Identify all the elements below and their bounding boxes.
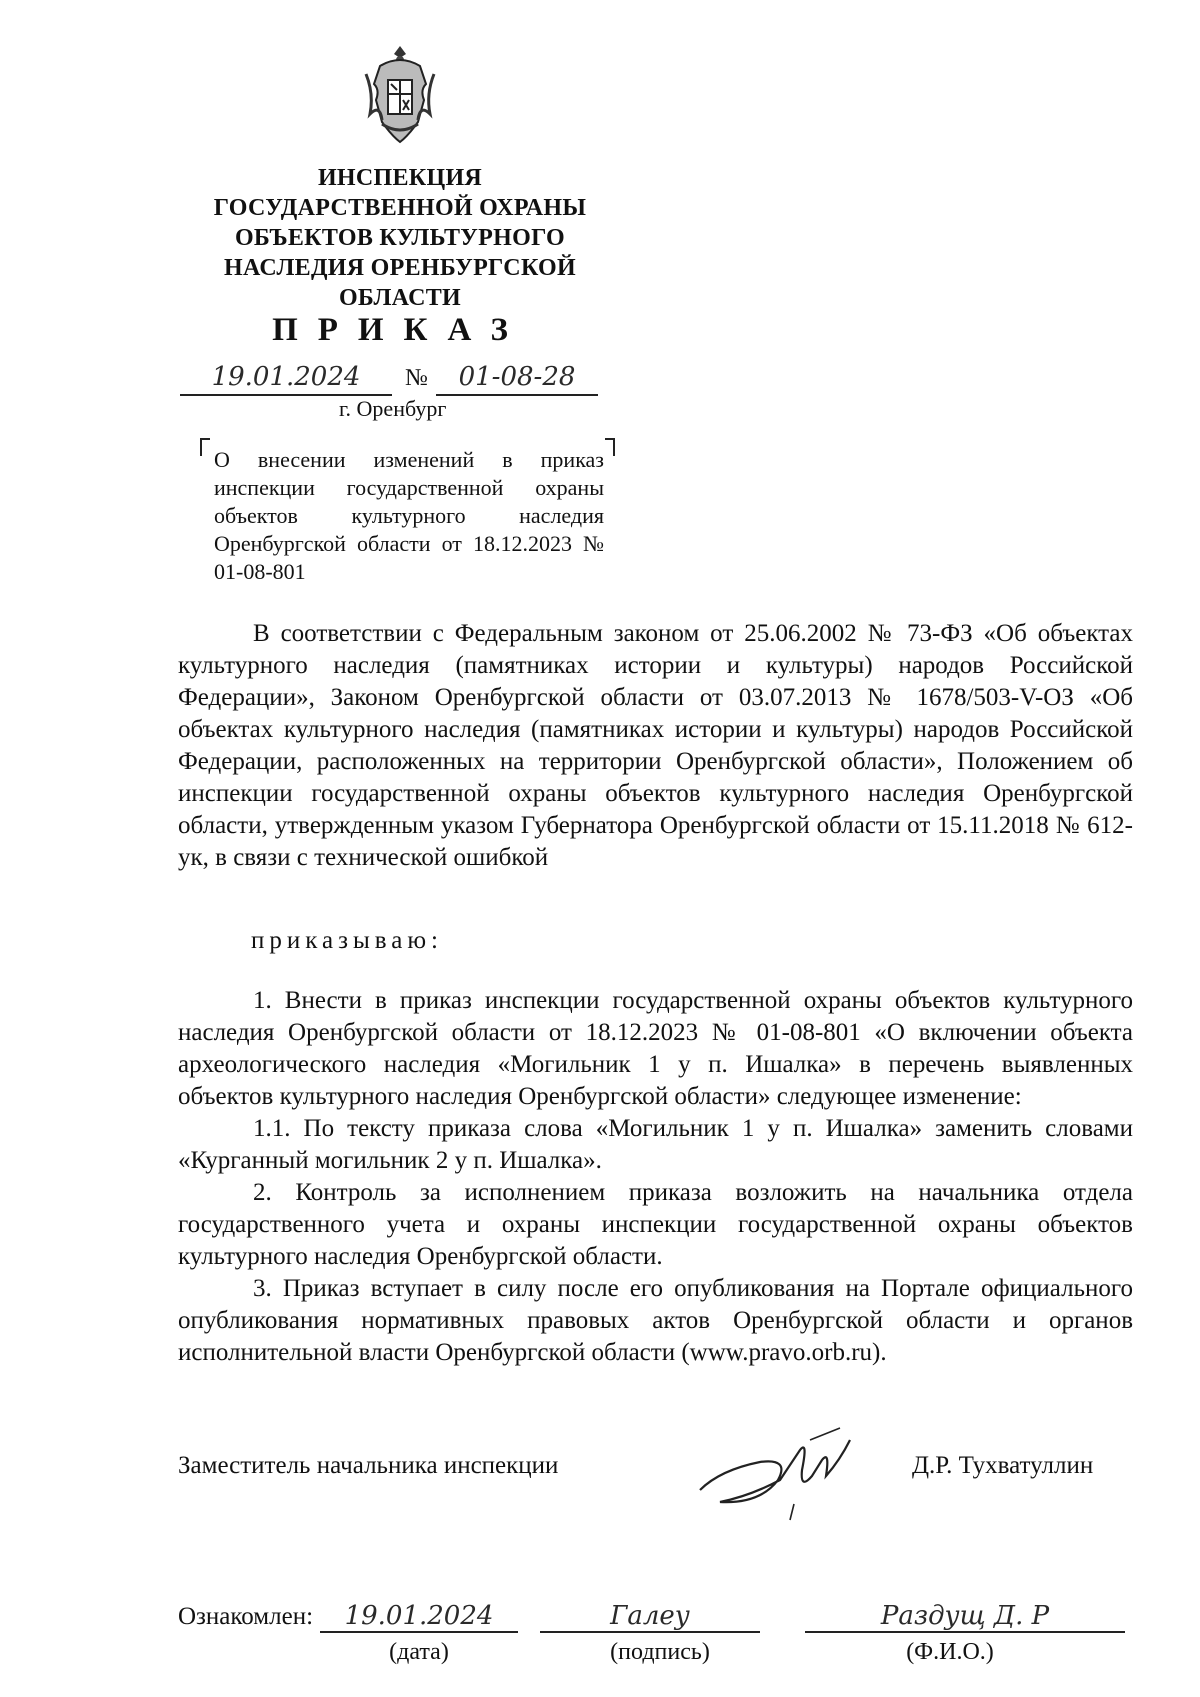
org-line: ИНСПЕКЦИЯ (317, 165, 483, 191)
order-item-1: 1. Внести в приказ инспекции государственной охраны объектов культурного наследия Оренбургской области от 18.12.2023 № 01-08-801 «О включении объекта археологического наследия «Могильник 1 у п. Ишалка» в перечень выявленных объектов культурного наследия Оренбургской области» следующее изменение: (178, 987, 1133, 1110)
preamble-text: В соответствии с Федеральным законом от 25.06.2002 № 73-ФЗ «Об объектах культурного наследия (памятниках истории и культуры) народов Российской Федерации», Законом Оренбургской области от 03.07.2013 № 1678/503-V-ОЗ «Об объектах культурного наследия (памятниках истории и культуры) народов Российской Федерации, расположенных на территории Оренбургской области», Положением об инспекции государственной охраны объектов культурного наследия Оренбургской области, утвержденным указом Губернатора Оренбургской области от 15.11.2018 № 612-ук, в связи с технической ошибкой (178, 620, 1133, 871)
signatory-role: Заместитель начальника инспекции (178, 1452, 559, 1479)
handwritten-signature-icon (690, 1420, 900, 1530)
order-number: 01-08-28 (436, 362, 598, 396)
org-line: ГОСУДАРСТВЕННОЙ ОХРАНЫ (213, 195, 587, 221)
ack-signature-caption: (подпись) (610, 1639, 710, 1665)
org-line: ОБЛАСТИ (338, 285, 462, 311)
ack-fio-line (805, 1601, 1125, 1633)
ack-signature-value: Галеу (610, 1601, 690, 1631)
number-label: № (405, 365, 428, 391)
ack-fio-value: Раздущ Д. Р (880, 1601, 1050, 1631)
signatory-name: Д.Р. Тухватуллин (912, 1452, 1094, 1479)
coat-of-arms-emblem-icon (360, 44, 440, 144)
ack-fio-caption: (Ф.И.О.) (906, 1639, 994, 1665)
ack-date-value: 19.01.2024 (344, 1601, 494, 1631)
order-subject (214, 446, 604, 586)
ack-date-line (320, 1601, 518, 1633)
subject-bracket-left (200, 438, 210, 456)
acknowledged-label: Ознакомлен: (178, 1603, 314, 1630)
organization-name (200, 163, 600, 313)
order-item-3: 3. Приказ вступает в силу после его опубликования на Портале официального опубликования нормативных правовых актов Оренбургской области и органов исполнительной власти Оренбургской области (www.pravo.orb.ru). (178, 1275, 1133, 1366)
order-date: 19.01.2024 (180, 362, 392, 396)
ack-signature-line (540, 1601, 760, 1633)
order-item-1-1: 1.1. По тексту приказа слова «Могильник 1 у п. Ишалка» заменить словами «Курганный могильник 2 у п. Ишалка». (178, 1115, 1133, 1174)
subject-bracket-right (605, 438, 615, 456)
order-items (178, 985, 1133, 1369)
subject-text: О внесении изменений в приказ инспекции государственной охраны объектов культурного наследия Оренбургской области от 18.12.2023 № 01-08-801 (214, 447, 604, 584)
order-item-2: 2. Контроль за исполнением приказа возложить на начальника отдела государственного учета и охраны инспекции государственной охраны объектов культурного наследия Оренбургской области. (178, 1179, 1133, 1270)
org-line: ОБЪЕКТОВ КУЛЬТУРНОГО (234, 225, 566, 251)
order-word: приказываю: (251, 927, 443, 954)
preamble (178, 618, 1133, 874)
org-line: НАСЛЕДИЯ ОРЕНБУРГСКОЙ (224, 255, 576, 281)
document-type-title: ПРИКАЗ (272, 312, 528, 348)
city: г. Оренбург (339, 396, 447, 421)
ack-date-caption: (дата) (389, 1639, 449, 1665)
